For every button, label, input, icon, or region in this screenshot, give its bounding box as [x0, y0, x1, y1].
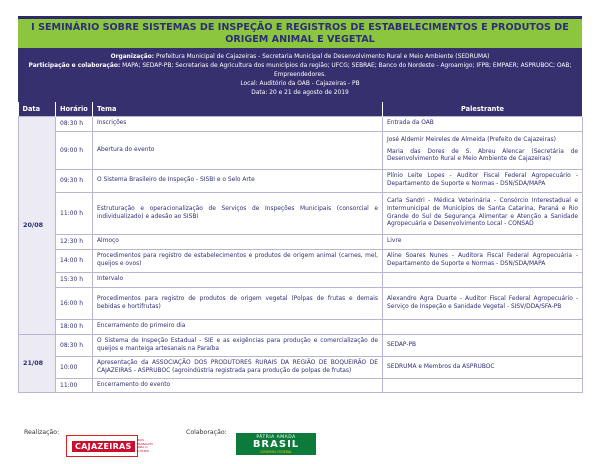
header-palestrante: Palestrante — [383, 102, 583, 117]
tema-cell: O Sistema Brasileiro de Inspeção - SISBI e o Selo Arte — [93, 170, 383, 193]
tema-cell: Procedimentos para registro de estabelecimentos e produtos de origem animal (carnes, mel, queijos e ovos) — [93, 250, 383, 273]
time-cell: 12:30 h — [56, 235, 93, 250]
event-schedule — [18, 16, 582, 393]
tema-cell: Procedimentos para registro de produtos de origem vegetal (Polpas de frutas e demais bebidas e hortifrutas) — [93, 288, 383, 320]
time-cell: 11:00 h — [56, 193, 93, 235]
time-cell: 16:00 h — [56, 288, 93, 320]
table-row — [19, 335, 583, 357]
time-cell: 09:30 h — [56, 170, 93, 193]
time-cell: 11:00 — [56, 379, 93, 393]
participation-line: Participação e colaboração: MAPA; SEDAP-PB; Secretarias de Agricultura dos municípios da região; UFCG; SEBRAE; Banco do Nordeste - Agroamigo; IFPB; EMPAER; ASPRUBOC; OAB; Empreendedores. — [28, 63, 572, 78]
colaboracao-label: Colaboração: — [186, 429, 227, 436]
palestrante-cell — [383, 320, 583, 335]
date-cell: 21/08 — [19, 335, 56, 393]
tema-cell: Almoço — [93, 235, 383, 250]
tema-cell: Estruturação e operacionalização de Serviços de Inspeções Municipais (consorcial e individualizado) e adesão ao SISBI — [93, 193, 383, 235]
header-data: Data — [19, 102, 56, 117]
palestrante-cell: SEDAP-PB — [383, 335, 583, 357]
brasil-logo: PÁTRIA AMADA BRASIL GOVERNO FEDERAL — [236, 433, 316, 455]
palestrante-cell — [383, 379, 583, 393]
tema-cell: Encerramento do evento — [93, 379, 383, 393]
palestrante-cell: Plínio Leite Lopes - Auditor Fiscal Federal Agropecuário - Departamento de Suporte e Normas - DSN/SDA/MAPA — [383, 170, 583, 193]
tema-cell: O Sistema de Inspeção Estadual - SIE e as exigências para produção e comercialização de queijos e manteiga artesanais na Paraíba — [93, 335, 383, 357]
palestrante-cell: Entrada da OAB — [383, 117, 583, 132]
header-tema: Tema — [93, 102, 383, 117]
date-line: Data: 20 e 21 de agosto de 2019 — [251, 90, 349, 96]
date-cell: 20/08 — [19, 117, 56, 335]
speaker-line: Maria das Dores de S. Abreu Alencar (Secretária de Desenvolvimento Rural e Meio Ambiente de Cajazeiras) — [387, 148, 578, 163]
time-cell: 10:00 — [56, 357, 93, 379]
speaker-line: José Aldemir Meireles de Almeida (Prefeito de Cajazeiras) — [387, 137, 556, 144]
table-row — [19, 117, 583, 132]
realizacao-label: Realização: — [24, 429, 60, 436]
table-row — [19, 193, 583, 235]
palestrante-cell: Livre — [383, 235, 583, 250]
table-row — [19, 170, 583, 193]
tema-cell: Inscrições — [93, 117, 383, 132]
tema-cell: Apresentação da ASSOCIAÇÃO DOS PRODUTORES RURAIS DA REGIÃO DE BOQUEIRÃO DE CAJAZEIRAS - ASPRUBOC (agroindústria registrada para produção de polpas de frutas) — [93, 357, 383, 379]
table-row — [19, 250, 583, 273]
tema-cell: Encerramento do primeiro dia — [93, 320, 383, 335]
tema-cell: Intervalo — [93, 273, 383, 288]
table-row — [19, 235, 583, 250]
time-cell: 09:00 h — [56, 132, 93, 170]
table-header — [19, 102, 583, 117]
table-row — [19, 132, 583, 170]
time-cell: 14:00 h — [56, 250, 93, 273]
table-row — [19, 273, 583, 288]
cajazeiras-logo: CAJAZEIRAS MAIS TRABALHO PARA O FUTURO — [66, 435, 138, 457]
table-row — [19, 357, 583, 379]
palestrante-cell: Carla Sandri - Médica Veterinária - Consórcio Interestadual e Intermunicipal de Municípios de Santa Catarina, Paraná e Rio Grande do Sul de Segurança Alimentar e Atenção a Sanidade Agropecuária e Desenvolvimento Local - CONSAD — [383, 193, 583, 235]
palestrante-cell: SEDRUMA e Membros da ASPRUBOC — [383, 357, 583, 379]
palestrante-cell — [383, 132, 583, 170]
palestrante-cell: Alexandre Agra Duarte - Auditor Fiscal Federal Agropecuário - Serviço de Inspeção e Sanidade Vegetal - SISV/DDA/SFA-PB — [383, 288, 583, 320]
footer — [18, 431, 582, 457]
table-row — [19, 379, 583, 393]
organization-line: Organização: Prefeitura Municipal de Cajazeiras - Secretaria Municipal de Desenvolvimento Rural e Meio Ambiente (SEDRUMA) — [110, 54, 490, 60]
page-title: I SEMINÁRIO SOBRE SISTEMAS DE INSPEÇÃO E REGISTROS DE ESTABELECIMENTOS E PRODUTOS DE ORIGEM ANIMAL E VEGETAL — [18, 19, 582, 48]
palestrante-cell — [383, 273, 583, 288]
schedule-table — [18, 102, 583, 393]
tema-cell: Abertura do evento — [93, 132, 383, 170]
time-cell: 15:30 h — [56, 273, 93, 288]
time-cell: 08:30 h — [56, 335, 93, 357]
table-row — [19, 288, 583, 320]
event-info — [18, 48, 582, 102]
header-horario: Horário — [56, 102, 93, 117]
palestrante-cell: Aline Soares Nunes - Auditora Fiscal Federal Agropecuária - Departamento de Suporte e Normas - DSN/SDA/MAPA — [383, 250, 583, 273]
location-line: Local: Auditório da OAB - Cajazeiras - PB — [240, 81, 360, 87]
time-cell: 18:00 h — [56, 320, 93, 335]
time-cell: 08:30 h — [56, 117, 93, 132]
table-row — [19, 320, 583, 335]
